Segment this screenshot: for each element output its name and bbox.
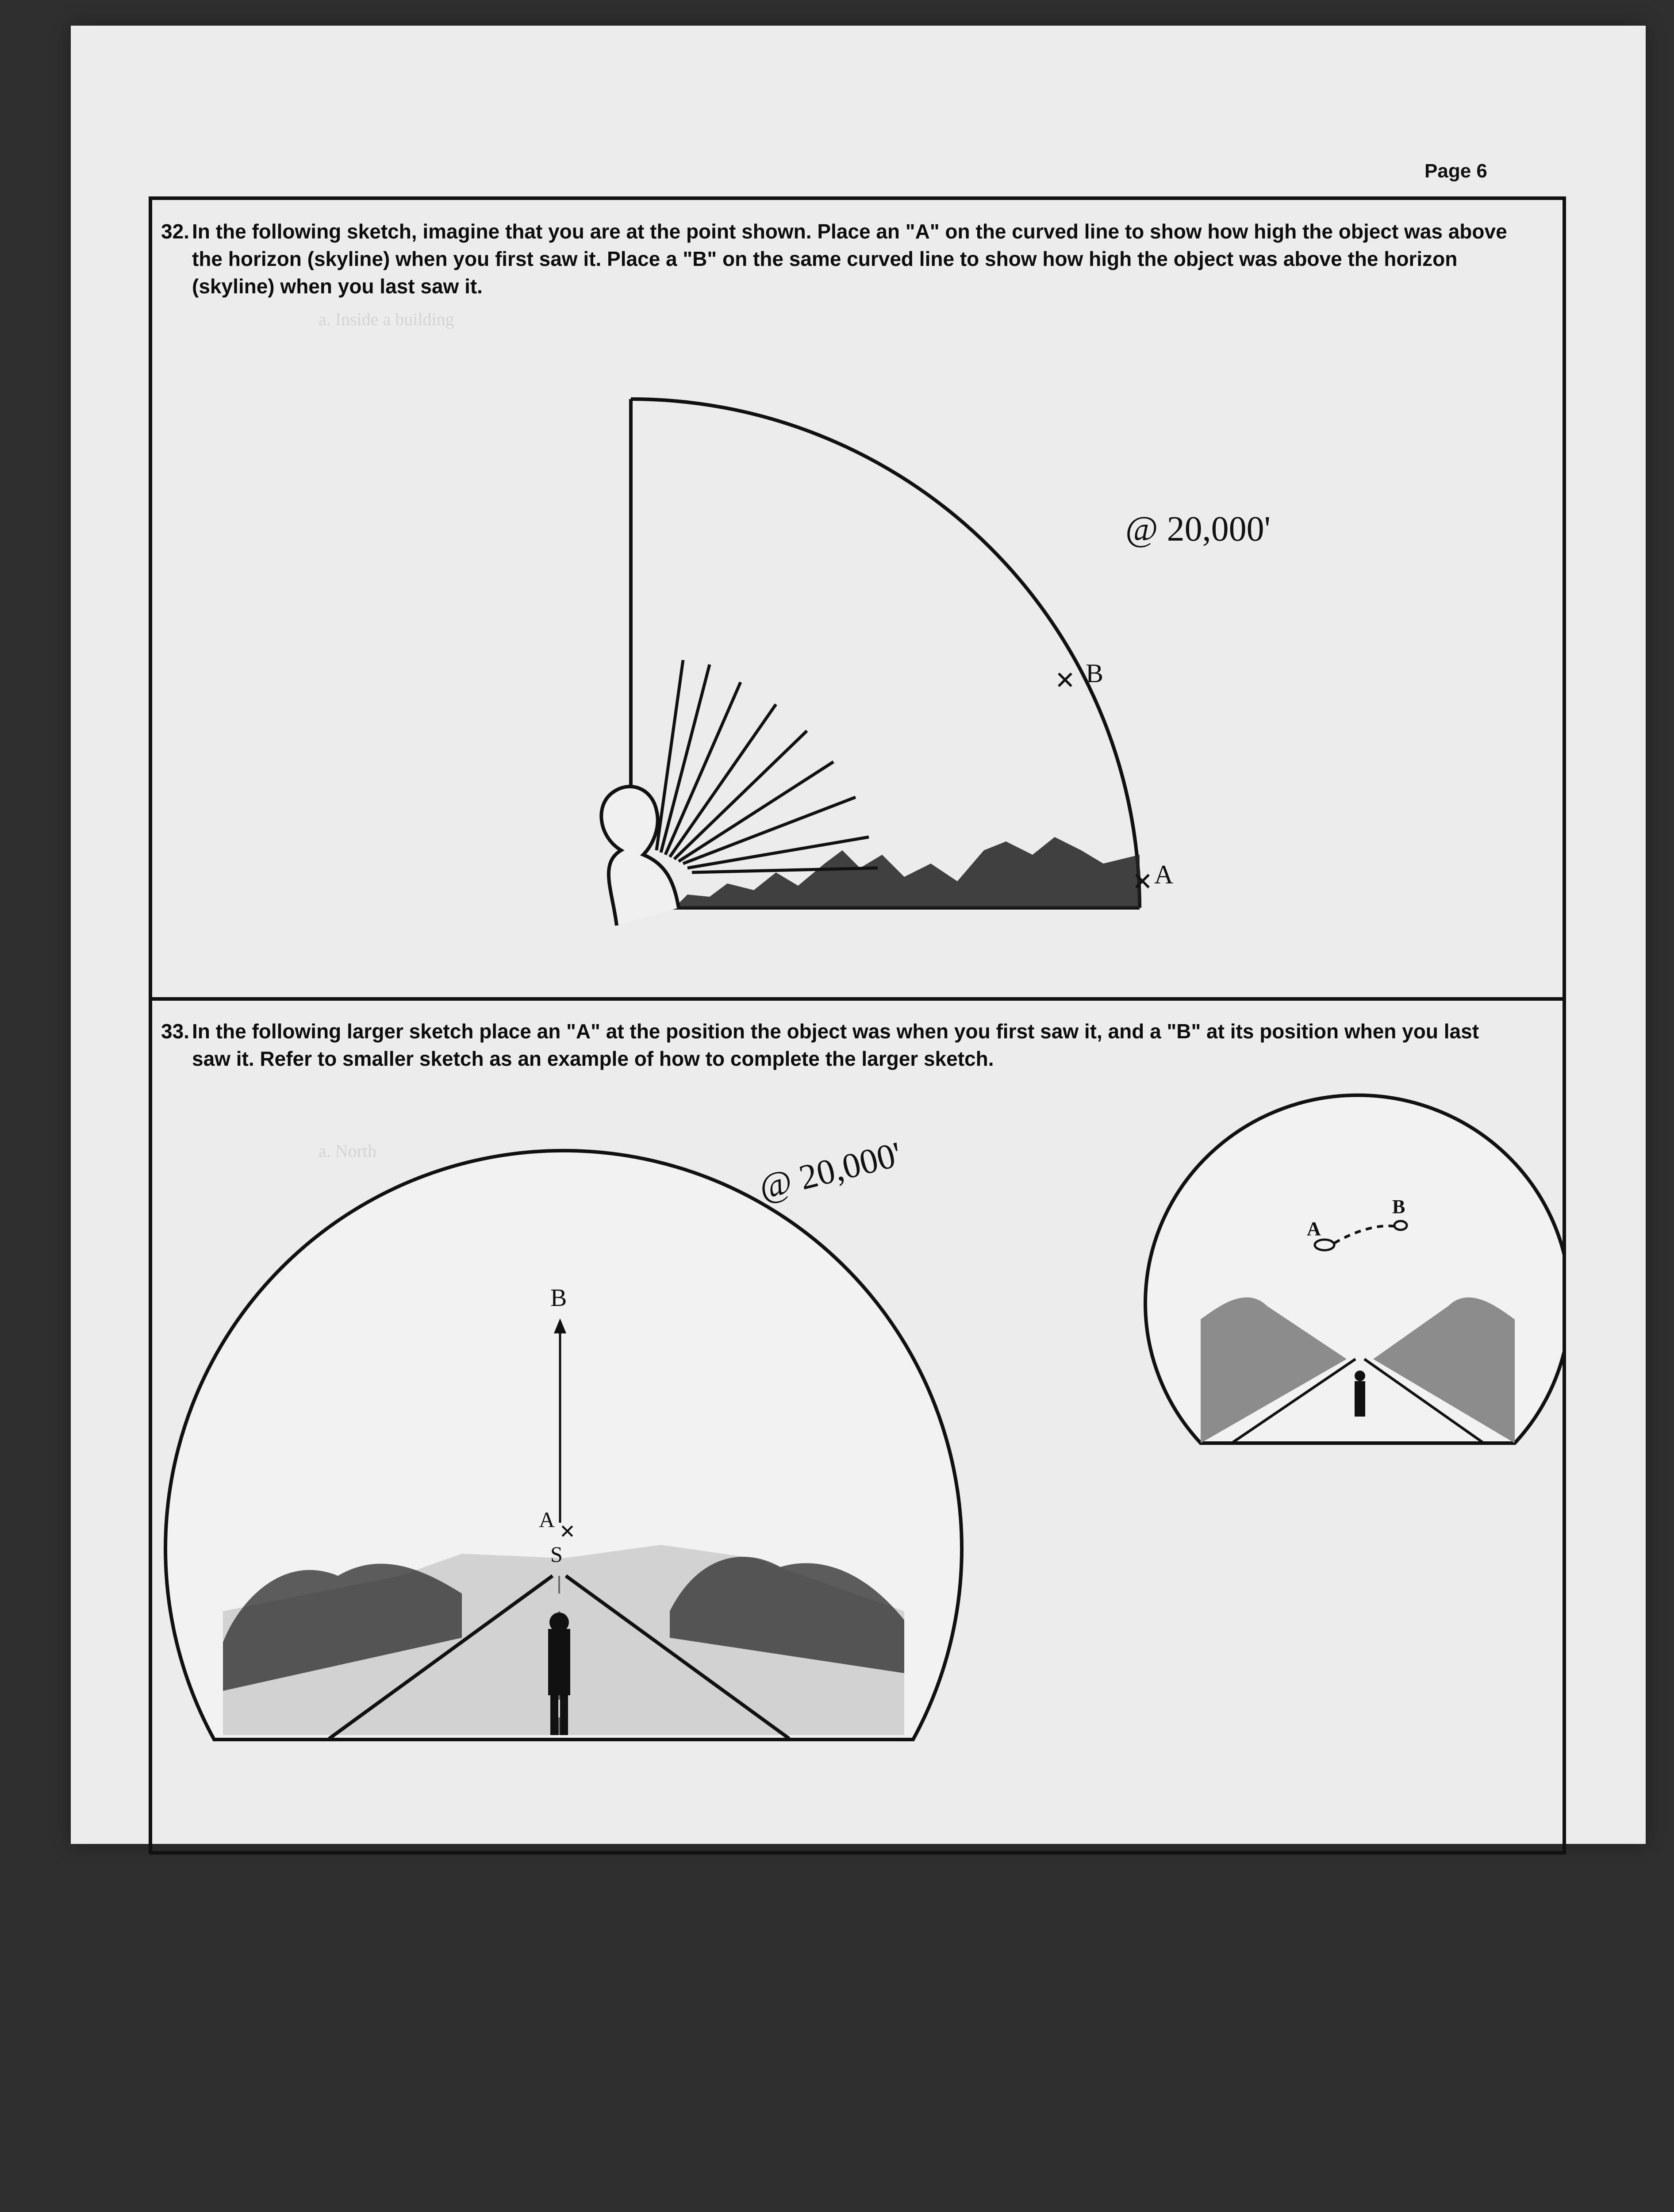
observer-figure	[548, 1629, 570, 1695]
mark-b: B	[1086, 659, 1104, 688]
mark-a: A	[1154, 860, 1174, 889]
question-32-prompt: In the following sketch, imagine that you are at the point shown. Place an "A" on the curved line to show how high the object was above the horizon (skyline) when you first saw it. Place a "B" on the same curved line to show how high the object was above the horizon (skyline) when you last saw it.	[192, 220, 1507, 298]
bleed-through-text: a. North	[319, 1141, 377, 1161]
page-number: Page 6	[1424, 160, 1487, 182]
small-road-sketch	[1145, 1095, 1563, 1443]
altitude-annotation: @ 20,000'	[1125, 510, 1271, 549]
question-33-box	[149, 997, 1566, 1855]
example-mark-a: A	[1307, 1218, 1321, 1240]
quadrant-sketch	[152, 200, 1563, 997]
mark-a: A	[539, 1507, 555, 1532]
road-sketches	[152, 1001, 1563, 1851]
question-32-box	[149, 196, 1566, 1001]
question-33-prompt: In the following larger sketch place an "A" at the position the object was when you first saw it, and a "B" at its position when you last saw it. Refer to smaller sketch as an example of how to complete the larger sketch.	[192, 1020, 1479, 1070]
example-mark-b: B	[1392, 1196, 1405, 1217]
question-33-number: 33.	[161, 1020, 189, 1043]
svg-text:✕: ✕	[559, 1521, 576, 1543]
question-32-number: 32.	[161, 220, 189, 243]
mark-b: B	[550, 1284, 567, 1312]
bleed-through-text: a. Inside a building	[319, 309, 454, 329]
altitude-annotation: @ 20,000'	[755, 1134, 906, 1208]
mark-s: S	[550, 1542, 563, 1567]
observer-figure	[601, 787, 679, 926]
svg-text:✕: ✕	[1132, 868, 1153, 896]
svg-text:✕: ✕	[1055, 667, 1075, 695]
pointing-arms	[657, 660, 878, 872]
large-road-sketch	[165, 1151, 962, 1740]
observer-figure	[1355, 1381, 1365, 1417]
